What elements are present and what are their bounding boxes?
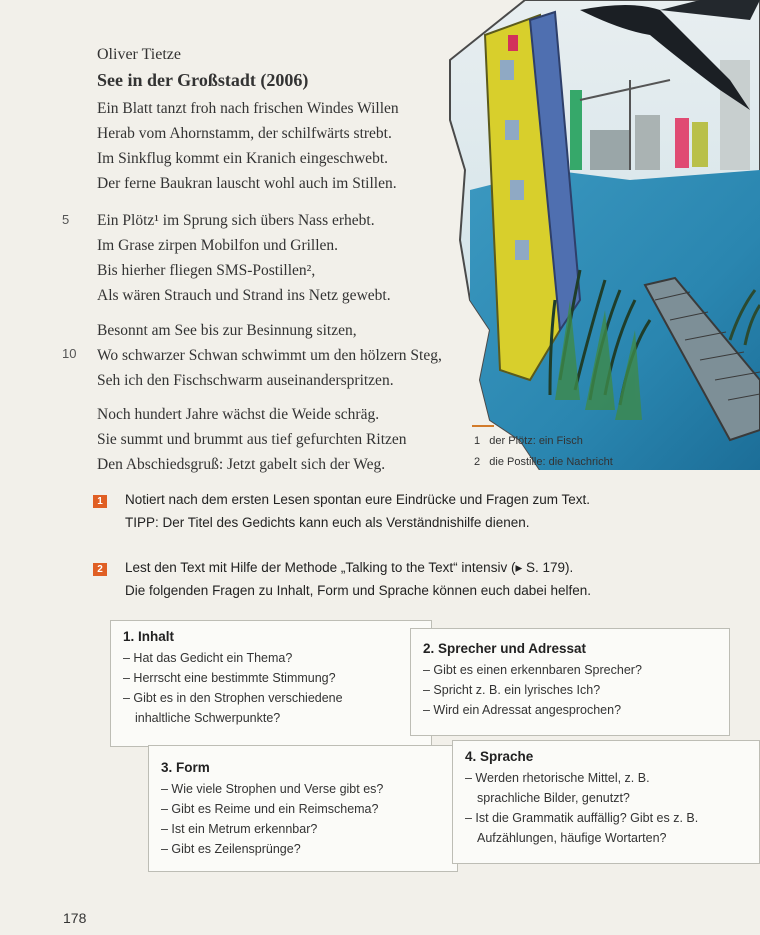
stanza-4 [97,402,407,477]
box-item: – Gibt es einen erkennbaren Sprecher? [423,663,642,677]
box-item: – Wird ein Adressat angesprochen? [423,703,622,717]
footnote-1 [474,435,583,447]
stanza-2 [97,208,391,308]
footnote-text: die Postille: die Nachricht [489,456,613,468]
box-item: Aufzählungen, häufige Wortarten? [477,831,667,845]
poem-line: Sie summt und brummt aus tief gefurchten Ritzen [97,431,407,448]
poem-line: Herab vom Ahornstamm, der schilfwärts strebt. [97,125,392,142]
box-heading: 2. Sprecher und Adressat [423,641,587,656]
footnote-2 [474,456,613,468]
box-item: – Gibt es Reime und ein Reimschema? [161,802,379,816]
lake-city-illustration [430,0,760,470]
box-item: – Gibt es in den Strophen verschiedene [123,691,343,705]
poem-line: Ein Plötz¹ im Sprung sich übers Nass erhebt. [97,212,375,229]
footnote-text: der Plötz: ein Fisch [489,435,583,447]
box-item: inhaltliche Schwerpunkte? [135,711,281,725]
box-inhalt [110,620,432,747]
box-item: – Ist die Grammatik auffällig? Gibt es z. B. [465,811,699,825]
poem-line: Ein Blatt tanzt froh nach frischen Windes Willen [97,100,399,117]
box-item: – Hat das Gedicht ein Thema? [123,651,293,665]
stanza-1 [97,96,399,196]
box-form [148,745,458,872]
box-item: – Werden rhetorische Mittel, z. B. [465,771,650,785]
box-heading: 1. Inhalt [123,629,175,644]
poem-line: Noch hundert Jahre wächst die Weide schräg. [97,406,380,423]
poem-line: Besonnt am See bis zur Besinnung sitzen, [97,322,357,339]
poem-line: Als wären Strauch und Strand ins Netz gewebt. [97,287,391,304]
poem-line: Wo schwarzer Schwan schwimmt um den hölzern Steg, [97,347,442,364]
box-item: – Gibt es Zeilensprünge? [161,842,301,856]
poem-line: Den Abschiedsgruß: Jetzt gabelt sich der Weg. [97,456,386,473]
line-number-marker: 5 [62,212,70,227]
box-item: – Spricht z. B. ein lyrisches Ich? [423,683,601,697]
poem-line: Seh ich den Fischschwarm auseinanderspritzen. [97,372,394,389]
box-sprache [452,740,760,864]
task-1-text: Notiert nach dem ersten Lesen spontan eure Eindrücke und Fragen zum Text. [125,492,591,507]
task-1-tip: TIPP: Der Titel des Gedichts kann euch als Verständnishilfe dienen. [125,515,530,530]
poem-line: Bis hierher fliegen SMS-Postillen², [97,262,316,279]
box-item: sprachliche Bilder, genutzt? [477,791,630,805]
poem-line: Der ferne Baukran lauscht wohl auch im Stillen. [97,175,397,192]
box-sprecher [410,628,730,736]
line-number-marker: 10 [62,346,77,361]
box-item: – Wie viele Strophen und Verse gibt es? [161,782,384,796]
stanza-3 [97,318,442,393]
poem-title: See in der Großstadt (2006) [97,70,309,90]
poem-line: Im Grase zirpen Mobilfon und Grillen. [97,237,339,254]
task-number-badge: 2 [93,563,107,576]
task-2-text: Lest den Text mit Hilfe der Methode „Talking to the Text“ intensiv (▸ S. 179). [125,560,574,575]
box-heading: 3. Form [161,760,210,775]
poem-line: Im Sinkflug kommt ein Kranich eingeschwebt. [97,150,388,167]
box-item: – Herrscht eine bestimmte Stimmung? [123,671,336,685]
footnote-number: 1 [474,435,481,447]
footnote-rule [472,425,494,427]
task-number-badge: 1 [93,495,107,508]
box-heading: 4. Sprache [465,749,534,764]
poem-author: Oliver Tietze [97,46,181,63]
task-2-subtext: Die folgenden Fragen zu Inhalt, Form und Sprache können euch dabei helfen. [125,583,592,598]
footnote-number: 2 [474,456,481,468]
box-item: – Ist ein Metrum erkennbar? [161,822,318,836]
page-number: 178 [63,910,87,926]
